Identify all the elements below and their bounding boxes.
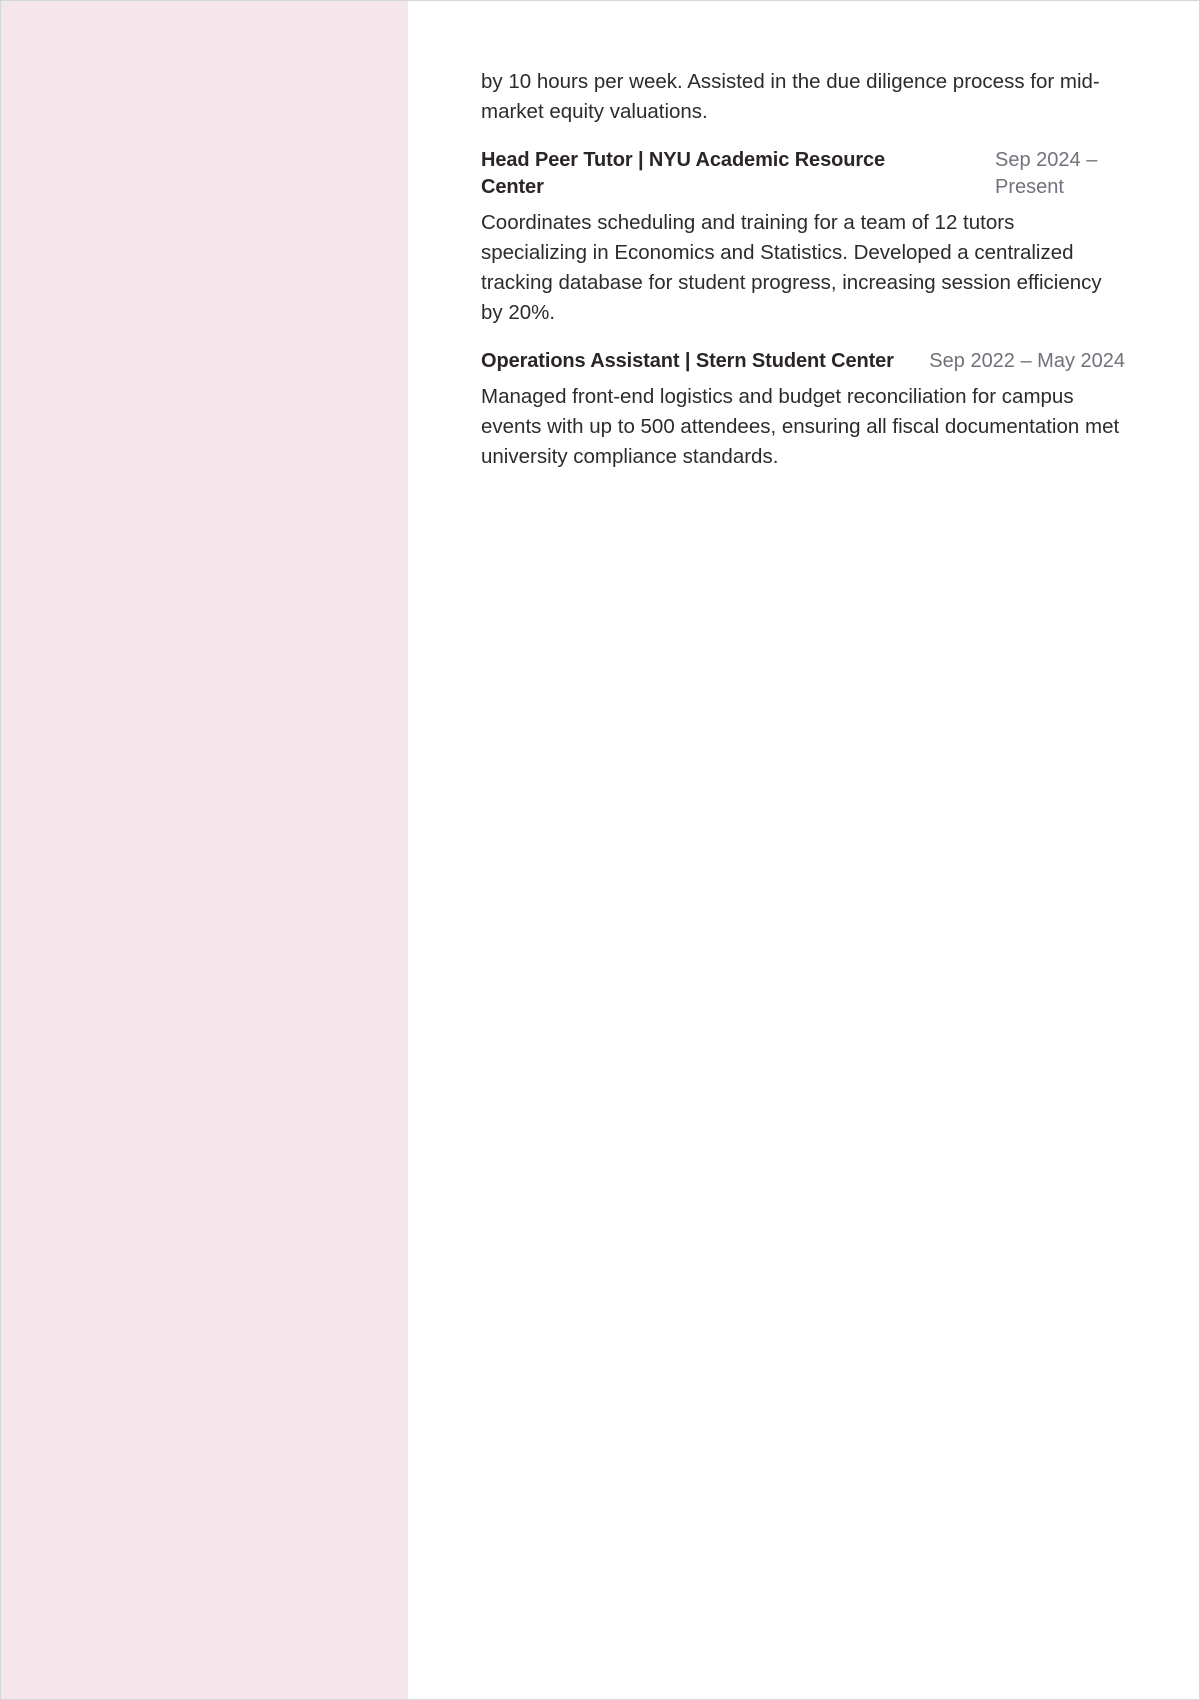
experience-entry-dates: Sep 2024 – Present (995, 149, 1098, 198)
experience-entry-title: Operations Assistant | Stern Student Center (481, 350, 894, 372)
experience-entry-description: Coordinates scheduling and training for a team of 12 tutors specializing in Economics and Statistics. Developed a centralized tracking database for student progress, increasing session efficiency by 20%. (481, 211, 1102, 324)
resume-main-column (408, 1, 1199, 1699)
experience-entry-title: Head Peer Tutor | NYU Academic Resource Center (481, 149, 886, 198)
experience-entry-header (481, 147, 1125, 201)
experience-entry-dates: Sep 2022 – May 2024 (929, 350, 1125, 372)
experience-entry (481, 147, 1125, 328)
experience-entry-header (481, 348, 1125, 375)
experience-carryover-text: by 10 hours per week. Assisted in the due diligence process for mid-market equity valuations. (481, 70, 1100, 123)
experience-entry (481, 348, 1125, 472)
experience-entry-description: Managed front-end logistics and budget reconciliation for campus events with up to 500 attendees, ensuring all fiscal documentation met university compliance standards. (481, 385, 1120, 468)
resume-sidebar (1, 1, 408, 1699)
